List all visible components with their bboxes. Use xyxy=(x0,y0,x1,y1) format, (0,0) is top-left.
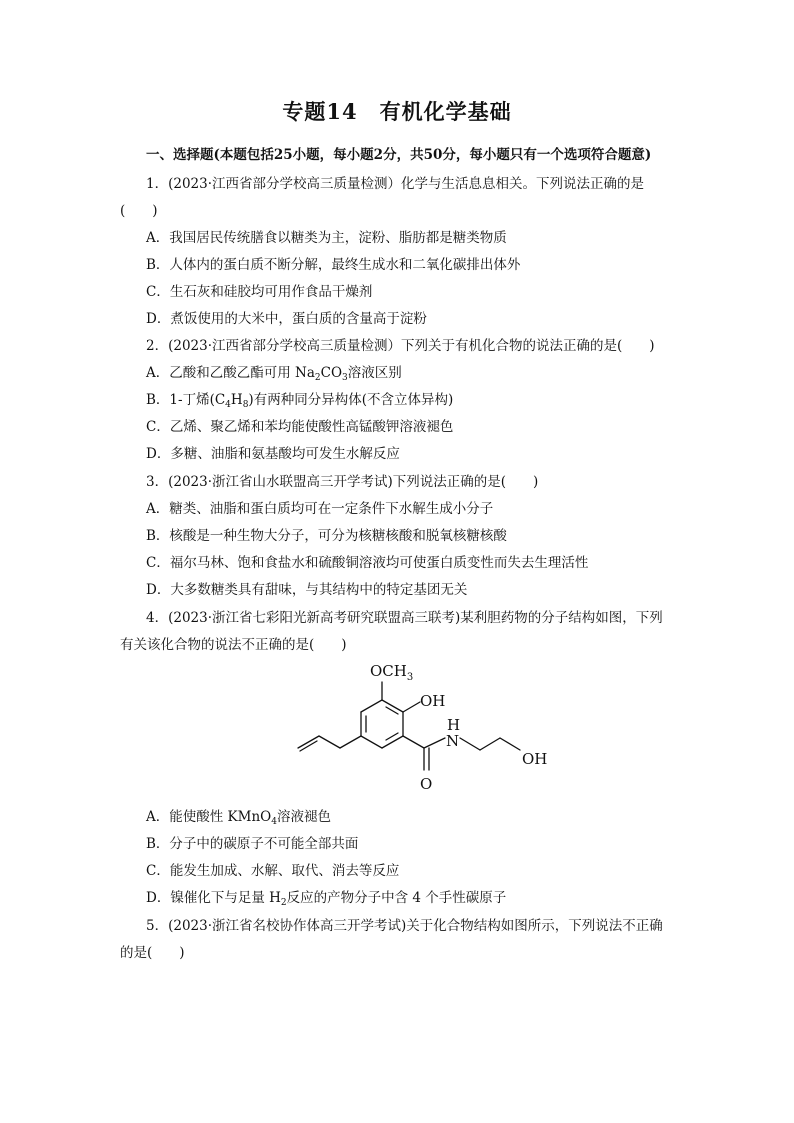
ring-bond xyxy=(382,736,403,748)
q1-stem: 1．(2023·江西省部分学校高三质量检测）化学与生活息息相关。下列说法正确的是 xyxy=(146,176,645,192)
q2-option-b: B．1-丁烯$(C_4H_8)$有两种同分异构体(不含立体异构) xyxy=(146,392,454,410)
oh-bond xyxy=(403,702,420,712)
q5-stem-line1: 5．(2023·浙江省名校协作体高三开学考试)关于化合物结构如图所示，下列说法不正确 xyxy=(146,918,663,934)
chain-bond xyxy=(480,738,500,750)
allyl-bond xyxy=(340,736,361,748)
q4-option-b: B．分子中的碳原子不可能全部共面 xyxy=(146,836,359,852)
q2-option-a: A．乙酸和乙酸乙酯可用 $Na_2CO_3$溶液区别 xyxy=(146,365,402,383)
och3-label: $OCH_3$ xyxy=(370,662,414,683)
q3-stem: 3．(2023·浙江省山水联盟高三开学考试)下列说法正确的是( ) xyxy=(146,474,539,490)
nh-hydrogen-label: H xyxy=(447,716,461,734)
nitrogen-label: N xyxy=(446,732,460,750)
allyl-bond xyxy=(319,736,340,748)
q4-option-d: D．镍催化下与足量 $H_2$反应的产物分子中含 4 个手性碳原子 xyxy=(146,890,507,908)
oh-label: OH xyxy=(420,692,446,710)
terminal-oh-label: OH xyxy=(522,750,548,768)
q3-option-b: B．核酸是一种生物大分子，可分为核糖核酸和脱氧核糖核酸 xyxy=(146,528,507,544)
q3-option-d: D．大多数糖类具有甜味，与其结构中的特定基团无关 xyxy=(146,582,468,598)
chain-bond xyxy=(500,738,520,750)
q1-option-a: A．我国居民传统膳食以糖类为主，淀粉、脂肪都是糖类物质 xyxy=(146,230,507,246)
ring-bond xyxy=(361,736,382,748)
ring-bond xyxy=(361,700,382,712)
q2-stem: 2．(2023·江西省部分学校高三质量检测）下列关于有机化合物的说法正确的是( ) xyxy=(146,338,655,354)
q1-answer-blank: ( ) xyxy=(120,203,158,219)
q3-option-a: A．糖类、油脂和蛋白质均可在一定条件下水解生成小分子 xyxy=(146,501,494,517)
q3-option-c: C．福尔马林、饱和食盐水和硫酸铜溶液均可使蛋白质变性而失去生理活性 xyxy=(146,555,589,571)
q4-stem-line2: 有关该化合物的说法不正确的是( ) xyxy=(120,637,347,653)
q2-option-c: C．乙烯、聚乙烯和苯均能使酸性高锰酸钾溶液褪色 xyxy=(146,419,454,435)
amide-bond xyxy=(403,736,424,748)
amide-bond xyxy=(424,738,445,748)
q1-option-d: D．煮饭使用的大米中，蛋白质的含量高于淀粉 xyxy=(146,311,427,327)
q1-option-c: C．生石灰和硅胶均可用作食品干燥剂 xyxy=(146,284,373,300)
chain-bond xyxy=(460,738,480,750)
q4-option-a: A．能使酸性 KMnO$_4$溶液褪色 xyxy=(146,809,331,827)
page-title: 专题14 有机化学基础 xyxy=(282,99,512,124)
carbonyl-oxygen-label: O xyxy=(420,775,433,793)
section-heading: 一、选择题(本题包括25小题，每小题2分，共50分，每小题只有一个选项符合题意) xyxy=(146,147,652,163)
q2-option-d: D．多糖、油脂和氨基酸均可发生水解反应 xyxy=(146,446,400,462)
ring-double-bond xyxy=(386,733,398,740)
q1-option-b: B．人体内的蛋白质不断分解，最终生成水和二氧化碳排出体外 xyxy=(146,257,521,273)
q4-stem-line1: 4．(2023·浙江省七彩阳光新高考研究联盟高三联考)某利胆药物的分子结构如图，下列 xyxy=(146,610,663,626)
q5-stem-line2: 的是( ) xyxy=(120,945,185,961)
molecule-structure-diagram xyxy=(262,658,562,798)
q4-option-c: C．能发生加成、水解、取代、消去等反应 xyxy=(146,863,400,879)
